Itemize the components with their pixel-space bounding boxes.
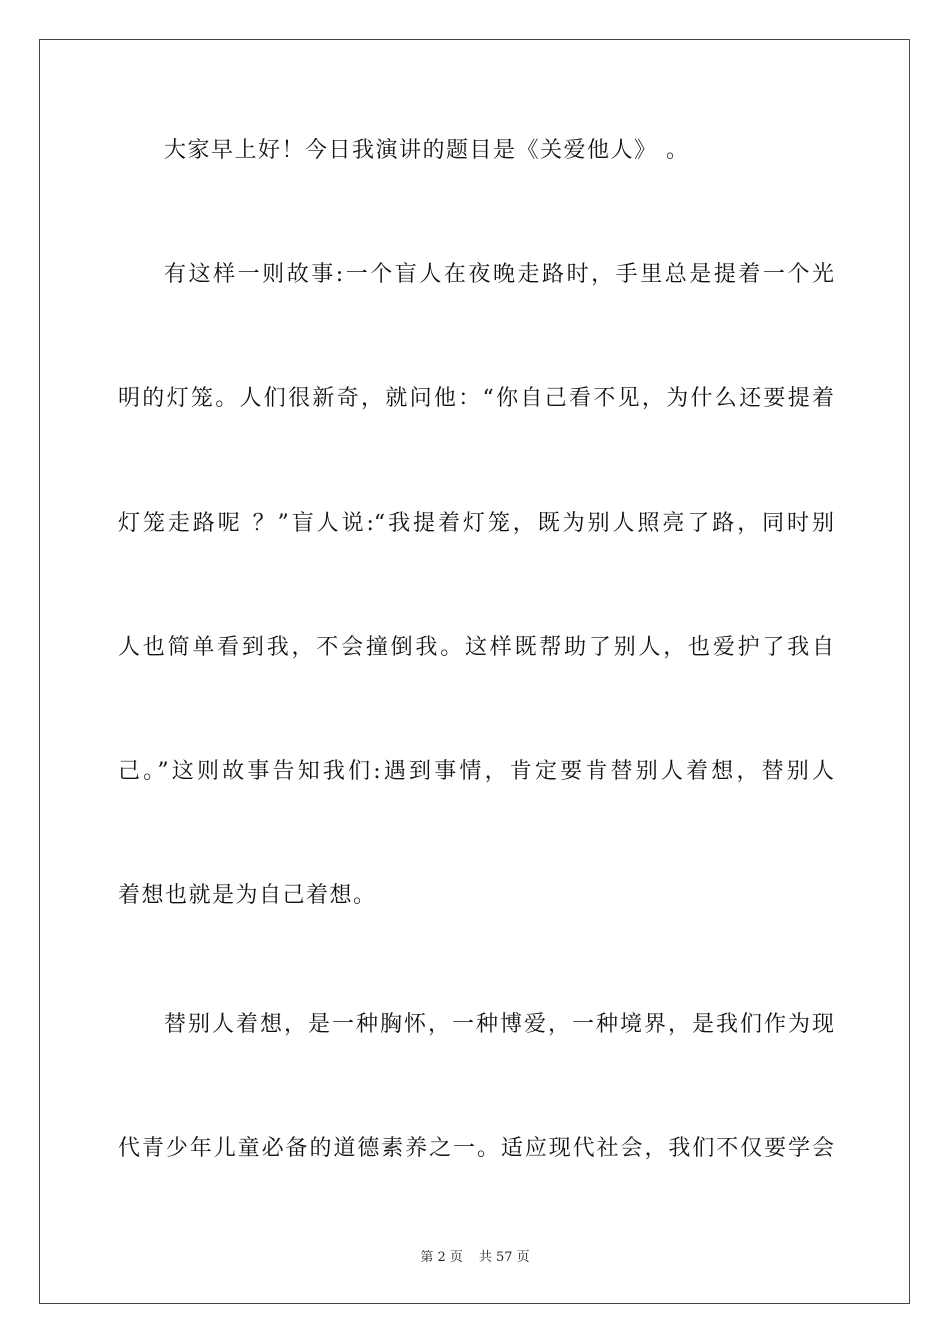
paragraph-line: 人也简单看到我，不会撞倒我。这样既帮助了别人，也爱护了我自 [118, 635, 834, 660]
paragraph-line: 大家早上好！今日我演讲的题目是《关爱他人》 。 [164, 138, 690, 163]
paragraph-line: 灯笼走路呢 ？”盲人说:“我提着灯笼，既为别人照亮了路，同时别 [118, 511, 834, 536]
page-number: 第 2 页 [420, 1250, 463, 1265]
paragraph-line: 着想也就是为自己着想。 [118, 883, 377, 908]
paragraph-line: 替别人着想，是一种胸怀，一种博爱，一种境界，是我们作为现 [164, 1012, 834, 1037]
page-total: 共 57 页 [478, 1250, 530, 1265]
paragraph-line: 有这样一则故事:一个盲人在夜晚走路时，手里总是提着一个光 [164, 262, 834, 287]
page-footer [0, 1246, 950, 1265]
page-border [39, 39, 910, 1304]
paragraph-line: 代青少年儿童必备的道德素养之一。适应现代社会，我们不仅要学会 [118, 1136, 834, 1161]
paragraph-line: 明的灯笼。人们很新奇，就问他：“你自己看不见，为什么还要提着 [118, 386, 834, 411]
paragraph-line: 己。”这则故事告知我们:遇到事情，肯定要肯替别人着想，替别人 [118, 759, 834, 784]
